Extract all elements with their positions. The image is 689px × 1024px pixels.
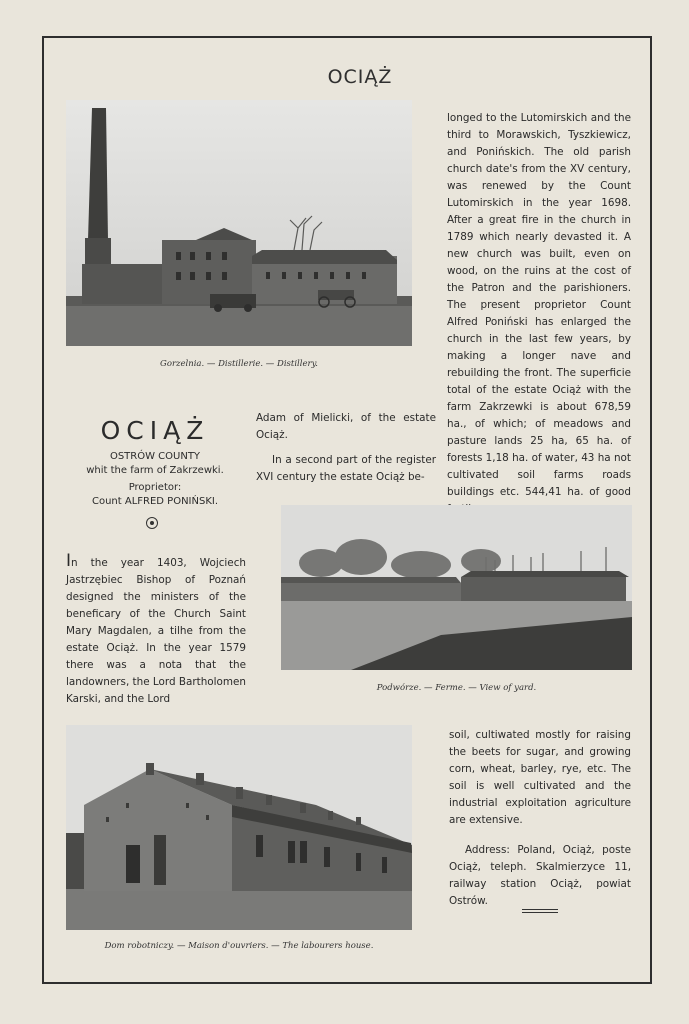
intro-text: n the year 1403, Wojciech Jastrzębiec Bishop of Poznań designed the ministers of the beneficary of the Church Saint Mary Magdalen, a tilhe from the estate Ociąż. In the year 1579 there was a nota that the landowners, the Lord Bartholomen Karski, and the Lord	[66, 557, 246, 705]
intro-paragraph	[66, 551, 246, 708]
distillery-photo	[66, 100, 412, 346]
yard-photo	[281, 505, 632, 670]
ornament-circle	[146, 517, 158, 529]
middle-paragraph-2: In a second part of the register XVI century the estate Ociąż be-	[256, 454, 436, 483]
distillery-caption: Gorzelnia. — Distillerie. — Distillery.	[160, 359, 318, 369]
estate-info	[66, 450, 244, 509]
estate-title: OCIĄŻ	[100, 416, 210, 445]
page-title: OCIĄŻ	[327, 66, 393, 88]
proprietor-label: Proprietor:	[128, 482, 182, 493]
middle-paragraph-1: Adam of Mielicki, of the estate Ociąż.	[256, 412, 436, 441]
body-text-right-top: longed to the Lutomirskich and the third to Morawskich, Tyszkiewicz, and Ponińskich. The old parish church date's from the XV century, was renewed by the Count Lutomirskich in the year 1698. After a great fire in the church in 1789 which nearly devasted it. A new church was built, even on wood, on the ruins at the cost of the Patron and the parishioners. The present proprietor Count Alfred Poniński has enlarged the church in the last few years, by making a longer nave and rebuilding the front. The superficie total of the estate Ociąż with the farm Zakrzewki is about 678,59 ha., of which; of meadows and pasture lands 25 ha, 65 ha. of forests 1,18 ha. of water, 43 ha not cultivated soil farms roads buildings etc. 544,41 ha. of good	[447, 112, 631, 498]
address-text: Address: Poland, Ociąż, poste Ociąż, teleph. Skalmierzyce 11, railway station Ociąż, powiat Ostrów.	[449, 844, 631, 907]
yard-caption: Podwórze. — Ferme. — View of yard.	[376, 683, 537, 693]
end-rule	[522, 909, 558, 913]
drop-cap: I	[66, 551, 72, 571]
proprietor-name: Count ALFRED PONIŃSKI.	[91, 496, 219, 507]
labourers-house-photo	[66, 725, 412, 930]
body-text-middle	[256, 410, 436, 486]
estate-county: OSTRÓW COUNTY	[109, 451, 201, 462]
body-text-right-bottom: soil, cultiwated mostly for raising the beets for sugar, and growing corn, wheat, barley, rye, etc. The soil is well cultivated and the industrial exploitation agriculture are extensive.	[449, 729, 631, 826]
estate-farm: whit the farm of Zakrzewki.	[86, 465, 224, 476]
labourers-house-caption: Dom robotniczy. — Maison d'ouvriers. — The labourers house.	[104, 941, 374, 951]
